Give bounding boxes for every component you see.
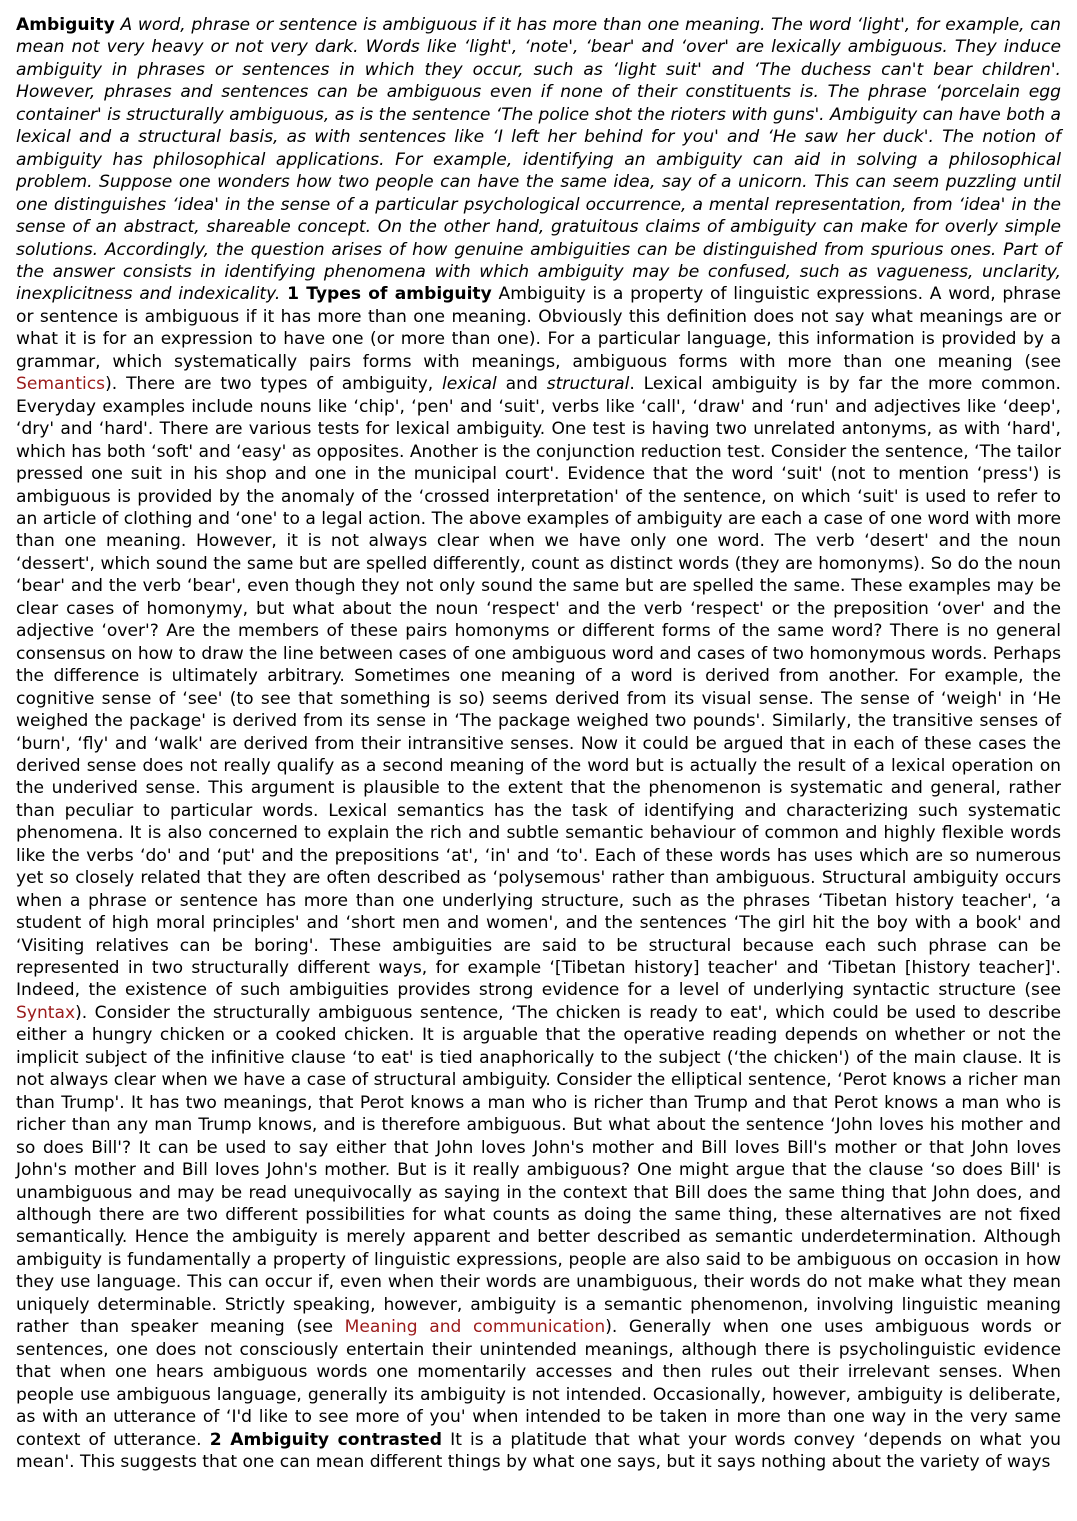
section-1-body-f: ). Generally when one uses ambiguous words or sentences, one does not consciously entertain their unintended meanings, although there is psycholinguistic evidence that when one hears ambiguous words one momentarily accesses and then rules out their irrelevant senses. When people use ambiguous language, generally its ambiguity is not intended. Occasionally, however, ambiguity is deliberate, as with an utterance of ‘I'd like to see more of you' when intended to be taken in more than one way in the very same context of utterance.	[16, 1317, 1061, 1450]
term-lexical: lexical	[442, 374, 497, 395]
term-structural: structural	[546, 374, 630, 395]
link-syntax[interactable]: Syntax	[16, 1002, 76, 1023]
section-1-heading: 1 Types of ambiguity	[287, 284, 492, 305]
section-1-body-b: ). There are two types of ambiguity,	[105, 374, 443, 395]
section-2-heading: 2 Ambiguity contrasted	[209, 1429, 443, 1450]
section-1-body-c: and	[496, 374, 547, 395]
link-meaning-and-communication[interactable]: Meaning and communication	[344, 1317, 606, 1338]
section-1-body-a: Ambiguity is a property of linguistic expressions. A word, phrase or sentence is ambiguous if it has more than one meaning. Obviously this definition does not say what meanings are or what it is for an expression to have one (or more than one). For a particular language, this information is provided by a grammar, which systematically pairs forms with meanings, ambiguous forms with more than one meaning (see	[16, 284, 1062, 372]
section-1-body-e: ). Consider the structurally ambiguous sentence, ‘The chicken is ready to eat', which could be used to describe either a hungry chicken or a cooked chicken. It is arguable that the operative reading depends on whether or not the implicit subject of the infinitive clause ‘to eat' is tied anaphorically to the subject (‘the chicken') of the main clause. It is not always clear when we have a case of structural ambiguity. Consider the elliptical sentence, ‘Perot knows a richer man than Trump'. It has two meanings, that Perot knows a man who is richer than Trump and that Perot knows a man who is richer than any man Trump knows, and is therefore ambiguous. But what about the sentence ‘John loves his mother and so does Bill'? It can be used to say either that John loves John's mother and Bill loves Bill's mother or that John loves John's mother and Bill loves John's mother. But is it really ambiguous? One might argue that the clause ‘so does Bill' is unambiguous and may be read unequivocally as saying in the context that Bill does the same thing that John does, and although there are two different possibilities for what counts as doing the same thing, these alternatives are not fixed semantically. Hence the ambiguity is merely apparent and better described as semantic underdetermination. Although ambiguity is fundamentally a property of linguistic expressions, people are also said to be ambiguous on occasion in how they use language. This can occur if, even when their words are unambiguous, their words do not make what they mean uniquely determinable. Strictly speaking, however, ambiguity is a semantic phenomenon, involving linguistic meaning rather than speaker meaning (see	[16, 1002, 1061, 1338]
abstract-text: A word, phrase or sentence is ambiguous if it has more than one meaning. The word ‘light', for example, can mean not very heavy or not very dark. Words like ‘light', ‘note', ‘bear' and ‘over' are lexically ambiguous. They induce ambiguity in phrases or sentences in which they occur, such as ‘light suit' and ‘The duchess can't bear children'. However, phrases and sentences can be ambiguous even if none of their constituents is. The phrase ‘porcelain egg container' is structurally ambiguous, as is the sentence ‘The police shot the rioters with guns'. Ambiguity can have both a lexical and a structural basis, as with sentences like ‘I left her behind for you' and ‘He saw her duck'. The notion of ambiguity has philosophical applications. For example, identifying an ambiguity can aid in solving a philosophical problem. Suppose one wonders how two people can have the same idea, say of a unicorn. This can seem puzzling until one distinguishes ‘idea' in the sense of a particular psychological occurrence, a mental representation, from ‘idea' in the sense of an abstract, shareable concept. On the other hand, gratuitous claims of ambiguity can make for overly simple solutions. Accordingly, the question arises of how genuine ambiguities can be distinguished from spurious ones. Part of the answer consists in identifying phenomena with which ambiguity may be confused, such as vagueness, unclarity, inexplicitness and indexicality.	[16, 15, 1061, 305]
section-2-body: It is a platitude that what your words convey ‘depends on what you mean'. This suggests that one can mean different things by what one says, but it says nothing about the variety of ways	[16, 1429, 1061, 1472]
section-1-body-d: . Lexical ambiguity is by far the more common. Everyday examples include nouns like ‘chip', ‘pen' and ‘suit', verbs like ‘call', ‘draw' and ‘run' and adjectives like ‘deep', ‘dry' and ‘hard'. There are various tests for lexical ambiguity. One test is having two unrelated antonyms, as with ‘hard', which has both ‘soft' and ‘easy' as opposites. Another is the conjunction reduction test. Consider the sentence, ‘The tailor pressed one suit in his shop and one in the municipal court'. Evidence that the word ‘suit' (not to mention ‘press') is ambiguous is provided by the anomaly of the ‘crossed interpretation' of the sentence, on which ‘suit' is used to refer to an article of clothing and ‘one' to a legal action. The above examples of ambiguity are each a case of one word with more than one meaning. However, it is not always clear when we have only one word. The verb ‘desert' and the noun ‘dessert', which sound the same but are spelled differently, count as distinct words (they are homonyms). So do the noun ‘bear' and the verb ‘bear', even though they not only sound the same but are spelled the same. These examples may be clear cases of homonymy, but what about the noun ‘respect' and the verb ‘respect' or the preposition ‘over' and the adjective ‘over'? Are the members of these pairs homonyms or different forms of the same word? There is no general consensus on how to draw the line between cases of one ambiguous word and cases of two homonymous words. Perhaps the difference is ultimately arbitrary. Sometimes one meaning of a word is derived from another. For example, the cognitive sense of ‘see' (to see that something is so) seems derived from its visual sense. The sense of ‘weigh' in ‘He weighed the package' is derived from its sense in ‘The package weighed two pounds'. Similarly, the transitive senses of ‘burn', ‘fly' and ‘walk' are derived from their intransitive senses. Now it could be argued that in each of these cases the derived sense does not really qualify as a second meaning of the word but is actually the result of a lexical operation on the underived sense. This argument is plausible to the extent that the phenomenon is systematic and general, rather than peculiar to particular words. Lexical semantics has the task of identifying and characterizing such systematic phenomena. It is also concerned to explain the rich and subtle semantic behaviour of common and highly flexible words like the verbs ‘do' and ‘put' and the prepositions ‘at', ‘in' and ‘to'. Each of these words has uses which are so numerous yet so closely related that they are often described as ‘polysemous' rather than ambiguous. Structural ambiguity occurs when a phrase or sentence has more than one underlying structure, such as the phrases ‘Tibetan history teacher', ‘a student of high moral principles' and ‘short men and women', and the sentences ‘The girl hit the boy with a book' and ‘Visiting relatives can be boring'. These ambiguities are said to be structural because each such phrase can be represented in two structurally different ways, for example ‘[Tibetan history] teacher' and ‘Tibetan [history teacher]'. Indeed, the existence of such ambiguities provides strong evidence for a level of underlying syntactic structure (see	[16, 374, 1061, 1001]
link-semantics[interactable]: Semantics	[16, 374, 106, 395]
entry-title: Ambiguity	[16, 15, 115, 35]
